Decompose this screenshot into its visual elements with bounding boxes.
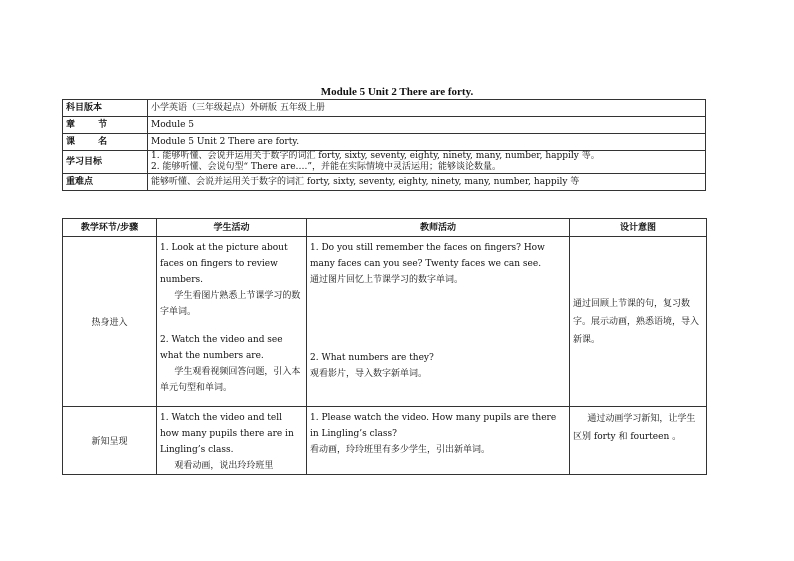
teacher-step: 1. Do you still remember the faces on fingers? How many faces can you see? Twenty faces we can see.	[310, 243, 545, 269]
info-row-chapter	[63, 117, 706, 134]
lesson-value: Module 5 Unit 2 There are forty.	[148, 134, 706, 151]
student-step-note: 观看动画，说出玲玲班里	[174, 461, 274, 471]
chapter-label: 章 节	[63, 117, 148, 134]
goals-label: 学习目标	[63, 151, 148, 174]
page-title: Module 5 Unit 2 There are forty.	[320, 86, 474, 98]
teacher-step-note: 看动画，玲玲班里有多少学生，引出新单词。	[310, 445, 491, 455]
student-activity-cell	[157, 237, 307, 407]
teacher-step: 1. Please watch the video. How many pupils are there in Lingling’s class?	[310, 413, 557, 439]
key-value: 能够听懂、会说并运用关于数字的词汇 forty, sixty, seventy, eighty, ninety, many, number, happily 等	[148, 174, 706, 191]
goals-value	[148, 151, 706, 174]
subject-value: 小学英语（三年级起点）外研版 五年级上册	[148, 100, 706, 117]
student-step-note: 学生观看视频回答问题，引入本单元句型和单词。	[160, 367, 301, 393]
teacher-activity-cell	[307, 407, 570, 475]
chapter-value: Module 5	[148, 117, 706, 134]
teacher-step-note: 通过图片回忆上节课学习的数字单词。	[310, 275, 464, 285]
student-step-note: 学生看图片熟悉上节课学习的数字单词。	[160, 291, 301, 317]
lesson-info-table	[62, 99, 706, 191]
info-row-goals	[63, 151, 706, 174]
header-stage: 教学环节/步骤	[63, 219, 157, 237]
header-student: 学生活动	[157, 219, 307, 237]
header-design: 设计意图	[570, 219, 707, 237]
info-row-lesson	[63, 134, 706, 151]
design-intent-cell: 通过回顾上节课的句，复习数字。展示动画，熟悉语境，导入新课。	[570, 237, 707, 407]
goal-item: 2. 能够听懂、会说句型“ There are….”，并能在实际情境中灵活运用；能够谈论数量。	[151, 162, 501, 172]
teaching-process-table	[62, 218, 707, 475]
lesson-label: 课 名	[63, 134, 148, 151]
info-row-key	[63, 174, 706, 191]
key-label: 重难点	[63, 174, 148, 191]
teacher-step: 2. What numbers are they?	[310, 353, 434, 363]
student-step: 2. Watch the video and see what the numbers are.	[160, 335, 283, 361]
stage-cell: 新知呈现	[63, 407, 157, 475]
student-step: 1. Watch the video and tell how many pupils there are in Lingling’s class.	[160, 413, 294, 455]
teacher-activity-cell	[307, 237, 570, 407]
stage-cell: 热身进入	[63, 237, 157, 407]
info-row-subject	[63, 100, 706, 117]
header-teacher: 教师活动	[307, 219, 570, 237]
table-header-row	[63, 219, 707, 237]
table-row	[63, 407, 707, 475]
goal-item: 1. 能够听懂、会说并运用关于数字的词汇 forty, sixty, seventy, eighty, ninety, many, number, happily 等。	[151, 151, 600, 161]
subject-label: 科目版本	[63, 100, 148, 117]
student-step: 1. Look at the picture about faces on fingers to review numbers.	[160, 243, 288, 285]
table-row	[63, 237, 707, 407]
teacher-step-note: 观看影片，导入数字新单词。	[310, 369, 428, 379]
design-intent-text: 通过动画学习新知，让学生区别 forty 和 fourteen 。	[573, 414, 696, 442]
student-activity-cell	[157, 407, 307, 475]
design-intent-cell	[570, 407, 707, 475]
